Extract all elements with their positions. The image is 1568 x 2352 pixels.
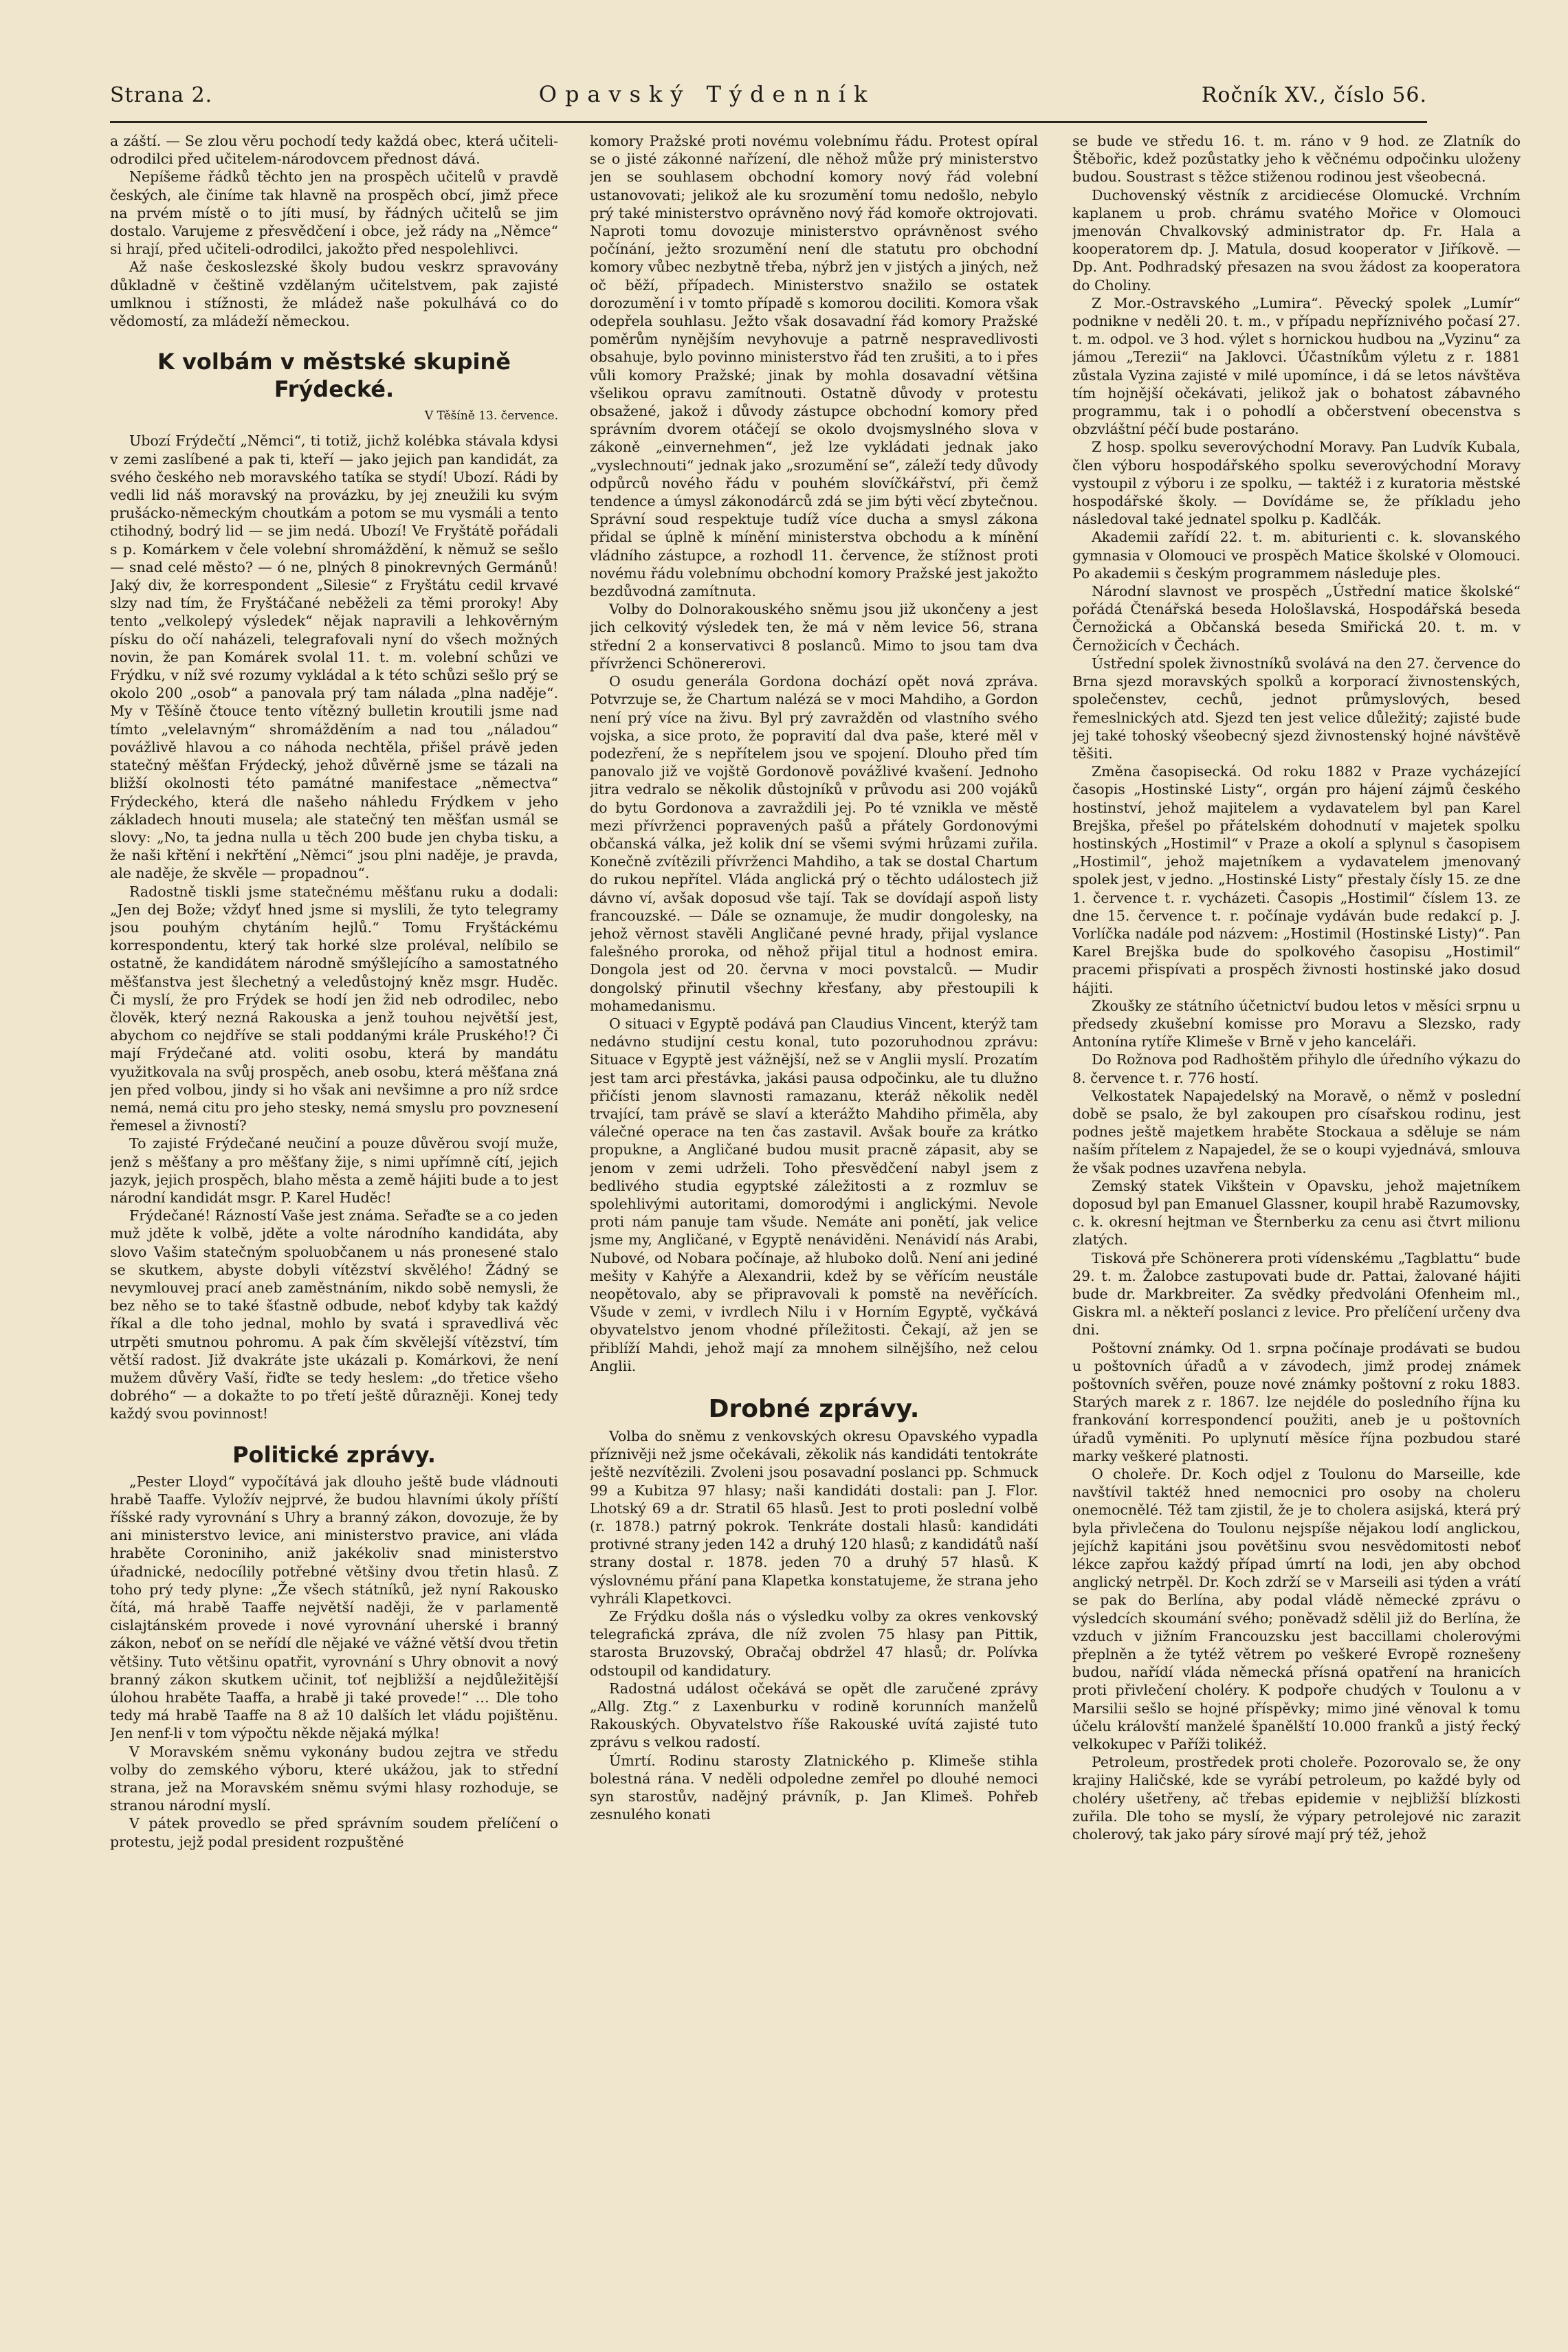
article-text: O osudu generála Gordona dochází opět nová zpráva. Potvrzuje se, že Chartum nalézá se v moci Mahdiho, a Gordon není prý více na živu. Byl prý zavražděn od vlastního svého vojska, a sice proto, že popravití dal dva paše, které měl v podezření, že s nepřítelem jsou ve spojení. Dlouho před tím panovalo již ve vojště Gordonově povážlivé kvašení. Jednoho jitra vedralo se několik důstojníků v průvodu asi 200 vojáků do bytu Gordonova a zavraždili jej. Po té vznikla ve městě mezi přívrženci popravených pašů a přátely Gordonovými občanská válka, jež kolik dní se všemi svými hrůzami zuřila. Konečně zvítězili přívrženci Mahdiho, a tak se dostal Chartum do rukou nepřítel. Vláda anglická prý o těchto událostech již dávno ví, avšak doposud vše tají. Tak se dovídají aspoň listy francouzské. — Dále se oznamuje, že mudir dongolesky, na jehož věrnost stavěli Angličané pevné hrady, přijal vyslance falešného proroka, od něhož přijal titul a hodnost emira. Dongola jest od 20. června v moci povstalců. — Mudir dongolský přinutil všechny křesťany, aby přestoupili k mohamedanismu. xyxy=(590,673,1038,1014)
article-text: Petroleum, prostředek proti choleře. Pozorovalo se, že ony krajiny Haličské, kde se vyrábí petroleum, po každé byly od choléry ušetřeny, ač třebas epidemie v nejbližší blízkosti zuřila. Dle toho se myslí, že výpary petrolejové nic zarazit cholerový, tak jako páry sírové mají prý též, jehož xyxy=(1072,1754,1521,1843)
article-text: Akademii zařídí 22. t. m. abiturienti c. k. slovanského gymnasia v Olomouci ve prospěch Matice školské v Olomouci. Po akademii s českým programmem následuje ples. xyxy=(1072,529,1521,582)
column-2 xyxy=(590,132,1038,2318)
column-1 xyxy=(110,132,558,2318)
article-text: Do Rožnova pod Radhoštěm přihylo dle úředního výkazu do 8. července t. r. 776 hostí. xyxy=(1072,1051,1521,1086)
article-text: Z hosp. spolku severovýchodní Moravy. Pan Ludvík Kubala, člen výboru hospodářského spolku severovýchodní Moravy vystoupil z výboru i ze spolku, — taktéž i z kuratoria městské hospodářské školy. — Dovídáme se, že příkladu jeho následoval také jednatel spolku p. Kadlčák. xyxy=(1072,439,1521,528)
article-text: Z Mor.-Ostravského „Lumira“. Pěvecký spolek „Lumír“ podnikne v neděli 20. t. m., v případu nepříznivého počasí 27. t. m. odpol. ve 3 hod. výlet s hornickou hudbou na „Vyzinu“ za jámou „Terezii“ na Jaklovci. Účastníkům výletu z r. 1881 zůstala Vyzina zajisté v milé upomínce, i dá se letos návštěva tím hojnější očekávati, jelikož jak o bohatost zábavného programmu, tak i o pohodlí a občerstvení obecenstva s obzvláštní péčí bude postaráno. xyxy=(1072,294,1521,438)
headline-drobne: Drobné zprávy. xyxy=(708,1395,920,1424)
article-text: Tisková pře Schönerera proti vídenskému „Tagblattu“ bude 29. t. m. Žalobce zastupovati bude dr. Pattai, žalované hájiti bude dr. Markbreiter. Za svědky předvoláni Ofenheim ml., Giskra ml. a někteří poslanci z levice. Pro přelíčení určeny dva dni. xyxy=(1072,1249,1521,1339)
article-text: Zkoušky ze státního účetnictví budou letos v měsíci srpnu u předsedy zkušební komisse pro Moravu a Slezsko, rady Antonína rytíře Klimeše v Brně v jeho kanceláři. xyxy=(1072,997,1521,1051)
masthead: Opavský Týdenník xyxy=(538,81,876,107)
article-text: Velkostatek Napajedelský na Moravě, o němž v poslední době se psalo, že byl zakoupen pro císařskou rodinu, jest podnes ještě majetkem hraběte Stockaua a sděluje se nám naším přítelem z Napajedel, že se o koupi vyjednává, smlouva že však podnes uzavřena nebyla. xyxy=(1072,1087,1521,1176)
headline-volby: K volbám v městské skupině Frýdecké. xyxy=(157,349,511,403)
article-text: Radostně tiskli jsme statečnému měšťanu ruku a dodali: „Jen dej Bože; vždyť hned jsme si myslili, že tyto telegramy jsou pouhým chytáním hejlů.“ Tomu Fryštáckému korrespondentu, který tak horké slze proléval, nelíbilo se ostatně, že kandidátem národně smýšlejícího a samostatného měšťanstva jest šlechetný a veledůstojný kněz msgr. Huděc. Či myslí, že pro Frýdek se hodí jen žid neb odrodilec, nebo člověk, který nezná Rakouska a jenž touhou největší jest, abychom co nejdříve se stali poddanými krále Pruského!? Či mají Frýdečané atd. voliti osobu, která by mandátu využitkovala na svůj prospěch, aneb osobu, která měšťana zná jen před volbou, jindy si ho však ani nevšimne a pro níž srdce nemá, nemá citu pro jeho stesky, nemá smyslu pro povznesení řemesel a živností? xyxy=(110,883,558,1134)
article-text: V Moravském sněmu vykonány budou zejtra ve středu volby do zemského výboru, které ukážou, jak to střední strana, jež na Moravském sněmu svými hlasy rozhoduje, se stranou národní myslí. xyxy=(110,1743,558,1814)
header-rule xyxy=(110,121,1427,123)
headline-politicke: Politické zprávy. xyxy=(232,1441,436,1468)
article-text: Duchovenský věstník z arcidiecése Olomucké. Vrchním kaplanem u prob. chrámu svatého Mořice v Olomouci jmenován Chvalkovský administrator dp. Fr. Hala a kooperatorem dp. J. Matula, dosud kooperator v Jiříkově. — Dp. Ant. Podhradský přesazen na svou žádost za kooperatora do Choliny. xyxy=(1072,186,1521,294)
column-3 xyxy=(1072,132,1521,2318)
article-text: O choleře. Dr. Koch odjel z Toulonu do Marseille, kde navštívil taktéž hned nemocnici pro osoby na choleru onemocnělé. Též tam zjistil, že je to cholera asijská, která prý byla přivlečena do Toulonu nejspíše nějakou lodí anglickou, jejíchž kapitáni jsou povětšinu svou nesvědomitosti neboť lékce zapřou každý případ úmrtí na lodi, jen aby obchod anglický netrpěl. Dr. Koch zdrží se v Marseili asi týden a vrátí se pak do Berlína, aby podal vládě německé zprávu o výsledcích skoumání svého; poněvadž sdělil již do Berlína, že vzduch v jižním Francouzsku jest baccillami cholerovými přeplněn a že tytéž větrem po veškeré Evropě roznešeny budou, nařídí vláda německá přísná opatření na hranicích proti přivlečení choléry. K podpoře chudých v Toulonu a v Marsilii sešlo se hojné příspěvky; mimo jiné věnoval k tomu účelu královští manželé španělští 10.000 franků a jistý řecký velkokupec v Paříži tolikéž. xyxy=(1072,1466,1521,1753)
article-text: V pátek provedlo se před správním soudem přelíčení o protestu, jejž podal president rozpuštěné xyxy=(110,1815,558,1850)
article-text: Ze Frýdku došla nás o výsledku volby za okres venkovský telegrafická zpráva, dle níž zvolen 75 hlasy pan Pittik, starosta Bruzovský, Obračaj obdržel 47 hlasů; dr. Polívka odstoupil od kandidatury. xyxy=(590,1608,1038,1679)
article-text: a záští. — Se zlou věru pochodí tedy každá obec, která učiteli-odrodilci před učitelem-národovcem přednost dává. xyxy=(110,133,558,168)
article-text: Ubozí Frýdečtí „Němci“, ti totiž, jichž kolébka stávala kdysi v zemi zaslíbené a pak ti, kteří — jako jejich pan kandidát, za svého českého neb moravského tatíka se stydí! Ubozí. Rádi by vedli lid náš moravský na provázku, by jej zneužili ku svým prušácko-německým choutkám a potom se mu vysmáli a tento ctihodný, bodrý lid — se jim nedá. Ubozí! Ve Fryštátě pořádali s p. Komárkem v čele volební shromáždění, k němuž se sešlo — snad celé město? — ó ne, plných 8 pinokrevných Germánů! Jaký div, že korrespondent „Silesie“ z Fryštátu cedil krvavé slzy nad tím, že Fryštáčané neběželi za těmi proroky! Aby tento „velkolepý výsledek“ nějak napravili a lehkověrným písku do očí naházeli, telegrafovali nyní do všech možných novin, že pan Komárek svolal 11. t. m. volební schůzi ve Frýdku, v níž své rozumy vykládal a k této schůzi sešlo prý se okolo 200 „osob“ a panovala prý tam nálada „plna naděje“. My v Těšíně čtouce tento vítězný bulletin kroutili jsme nad tímto „velelavným“ shromážděním a nad tou „náladou“ povážlivě hlavou a co náhoda nechtěla, přišel právě jeden statečný měšťan Frýdecký, jehož důvěrně jsme se tázali na bližší okolnosti této památné manifestace „němectva“ Frýdeckého, která dle našeho náhledu Frýdkem v jeho základech hnouti musela; ale statečný ten měšťan usmál se slovy: „No, ta jedna nulla u těch 200 bude jen chyba tisku, a že naši křtění i nekřtění „Němci“ jsou plni naděje, je pravda, ale naděje, že skvěle — propadnou“. xyxy=(110,432,558,882)
article-text: Národní slavnost ve prospěch „Ústřední matice školské“ pořádá Čtenářská beseda Hološlavská, Hospodářská beseda Černožická a Občanská beseda Smiřická 20. t. m. v Černožicích v Čechách. xyxy=(1072,583,1521,654)
volume-issue: Ročník XV., číslo 56. xyxy=(1201,83,1427,107)
page-header xyxy=(110,81,1427,116)
article-text: Zemský statek Vikštein v Opavsku, jehož majetníkem doposud byl pan Emanuel Glassner, koupil hrabě Razumovsky, c. k. okresní hejtman ve Šternberku za cenu asi čtvrt milionu zlatých. xyxy=(1072,1177,1521,1249)
article-text: Nepíšeme řádků těchto jen na prospěch učitelů v pravdě českých, ale činíme tak hlavně na prospěch obcí, jimž přece na prvém místě o to jíti musí, by řádných učitelů se jim dostalo. Varujeme z přesvědčení i obce, jež rády na „Němce“ si hrají, před učiteli-odrodilci, jakožto před nespolehlivci. xyxy=(110,168,558,258)
article-text: Volba do sněmu z venkovských okresu Opavského vypadla příznivěji než jsme očekávali, zěkolik nás kandidáti tentokráte ještě nezvítězili. Zvoleni jsou posavadní poslanci pp. Schmuck 99 a Kubitza 97 hlasy; naši kandidáti dostali: pan J. Flor. Lhotský 69 a dr. Stratil 65 hlasů. Jest to proti poslední volbě (r. 1878.) patrný pokrok. Tenkráte dostali hlasů: kandidáti protivné strany jeden 142 a druhý 120 hlasů; z kandidátů naší strany dostal r. 1878. jeden 70 a druhý 57 hlasů. K výslovnému přání pana Klapetka konstatujeme, že strana jeho vyhráli Klapetkovci. xyxy=(590,1428,1038,1607)
article-text: komory Pražské proti novému volebnímu řádu. Protest opíral se o jisté zákonné nařízení, dle něhož může prý ministerstvo jen se souhlasem obchodní komory nový řád volební ustanovovati; jelikož ale ku srozumění tomu nedošlo, nebylo prý také ministerstvo oprávněno nový řád komoře oktrojovati. Naproti tomu dovozuje ministerstvo oprávněnost svého počínání, ježto srozumění není dle statutu pro obchodní komory vůbec nezbytně třeba, nýbrž jen v jistých a jiných, než oč běží, případech. Ministerstvo snažilo se ostatek dorozumění i v tomto případě s komorou dociliti. Komora však odepřela souhlasu. Ježto však dosavadní řád komory Pražské poměrům nynějším nevyhovuje a patrně nespravedlivosti obsahuje, bylo povinno ministerstvo řád ten zrušiti, a to i přes vůli komory Pražské; jinak by mohla dosavadní většina všelikou opravu zamítnouti. Ostatně důvody v protestu obsažené, jakož i důvody zástupce obchodní komory před správním dvorem otáčejí se okolo dvojsmyslného slova v zákoně „einvernehmen“, jež lze vykládati jednak jako „vyslechnouti“ jednak jako „srozumění se“, záleží tedy důvody odpůrců nového řádu v pouhém slovíčkářství, při čemž tendence a úmysl zákonodárců zdá se jim býti věcí zbytečnou. Správní soud respektuje tudíž více ducha a smysl zákona přidal se úplně k mínění ministerstva obchodu a k mínění vládního zástupce, a rozhodl 11. července, že stížnost proti novému řádu volebnímu obchodní komory Pražské jest jakožto bezdůvodná zamítnuta. xyxy=(590,133,1038,600)
article-text: Až naše českoslezské školy budou veskrz spravovány důkladně v češtině vzdělaným učitelstvem, pak zajisté umlknou i stížnosti, že mládež naše pokulhává co do vědomostí, za mládeží německou. xyxy=(110,259,558,330)
article-text: Volby do Dolnorakouského sněmu jsou již ukončeny a jest jich celkovitý výsledek ten, že má v něm levice 56, strana střední 2 a konservativci 8 poslanců. Mimo to jsou tam dva přívrženci Schönererovi. xyxy=(590,601,1038,672)
article-text: „Pester Lloyd“ vypočítává jak dlouho ještě bude vládnouti hrabě Taaffe. Vyložív nejprvé, že budou hlavními úkoly příští říšské rady vyrovnání s Uhry a branný zákon, dovozuje, že by ani ministerstvo levice, ani ministerstvo pravice, ani vláda hraběte Coroniniho, aniž jakékoliv snad ministerstvo úřadnické, nedocílily potřebné většiny dvou třetin hlasů. Z toho prý tedy plyne: „Že všech státníků, jež nyní Rakousko čítá, má hrabě Taaffe největší naději, že v parlamentě cislajtánském provede i nové vyrovnání uherské i branný zákon, neboť on se neřídí dle nějaké ve vážné větší dvou třetin většiny. Tuto většinu opatřit, vyrovnání s Uhry obnovit a nový branný zákon skutkem učinit, toť nejbližší a nejdůležitější úlohou hraběte Taaffa, a hrabě ji také provede!“ … Dle toho tedy má hrabě Taaffe na 8 až 10 dalších let vládu pojištěnu. Jen nenf-li v tom výpočtu někde nějaká mýlka! xyxy=(110,1473,558,1742)
dateline: V Těšíně 13. července. xyxy=(424,409,558,424)
article-text: To zajisté Frýdečané neučiní a pouze důvěrou svojí muže, jenž s měšťany a pro měšťany žije, s nimi upřímně cítí, jejich jazyk, jejich prospěch, blaho města a země hájiti bude a to jest národní kandidát msgr. P. Karel Huděc! xyxy=(110,1135,558,1206)
article-text: Frýdečané! Rázností Vaše jest známa. Seřaďte se a co jeden muž jděte k volbě, jděte a volte národního kandidáta, aby slovo Vašim statečným spoluobčanem u nás pronesené stalo se skutkem, abyste dobyli vítězství skvělého! Žádný se nevymlouvej prací aneb zaměstnáním, nikdo sobě nemysli, že bez něho se to také šťastně odbude, neboť kdyby tak každý říkal a dle toho jednal, mohlo by svatá i spravedlivá věc utrpěti smutnou pohromu. A pak čím skvělejší vítězství, tím větší radost. Již dvakráte jste ukázali p. Komárkovi, že není mužem důvěry Vaší, řiďte se tedy heslem: „do třetice všeho dobrého“ — a dokažte to po třetí ještě důrazněji. Konej tedy každý svou povinnost! xyxy=(110,1207,558,1422)
article-text: Změna časopisecká. Od roku 1882 v Praze vycházející časopis „Hostinské Listy“, orgán pro hájení zájmů českého hostinství, jehož majitelem a vydavatelem byl pan Karel Brejška, přešel po přátelském dohodnutí v majetek spolku hostinských „Hostimil“ v Praze a okolí a splynul s časopisem „Hostimil“, jehož majetníkem a vydavatelem jmenovaný spolek jest, v jedno. „Hostinské Listy“ přestaly čísly 15. ze dne 1. července t. r. vycházeti. Časopis „Hostimil“ číslem 13. ze dne 15. července t. r. počínaje vydáván bude redakcí p. J. Vorlíčka nadále pod názvem: „Hostimil (Hostinské Listy)“. Pan Karel Brejška bude do spolkového časopisu „Hostimil“ pracemi přispívati a prospěch živnosti hostinské jako dosud hájiti. xyxy=(1072,763,1521,996)
article-text: se bude ve středu 16. t. m. ráno v 9 hod. ze Zlatník do Štěbořic, kdež pozůstatky jeho k věčnému odpočinku uloženy budou. Soustrast s těžce stiženou rodinou jest všeobecná. xyxy=(1072,133,1521,186)
article-text: Poštovní známky. Od 1. srpna počínaje prodávati se budou u poštovních úřadů a v závodech, jimž prodej známek poštovních svěřen, pouze nové známky poštovní z roku 1883. Starých marek z r. 1867. lze nejdéle do posledního října ku frankování korrespondencí použiti, aneb je u poštovních úřadů vyměniti. Po uplynutí měsíce října pozbudou staré marky veškeré platnosti. xyxy=(1072,1339,1521,1464)
article-text: Radostná událost očekává se opět dle zaručené zprávy „Allg. Ztg.“ z Laxenburku v rodině korunních manželů Rakouských. Obyvatelstvo říše Rakouské uvítá zajisté tuto zprávu s velkou radostí. xyxy=(590,1680,1038,1751)
page-label: Strana 2. xyxy=(110,83,213,107)
article-text: Ústřední spolek živnostníků svolává na den 27. července do Brna sjezd moravských spolků a korporací živnostenských, společenstev, cechů, jednot průmyslových, besed řemeslnických atd. Sjezd ten jest velice důležitý; zajisté bude jej také tohoský všeobecný sjezd živnostenský hojné návštěvě těšiti. xyxy=(1072,655,1521,762)
article-text: O situaci v Egyptě podává pan Claudius Vincent, kterýž tam nedávno studijní cestu konal, tuto pozoruhodnou zprávu: Situace v Egyptě jest vážnější, než se v Anglii myslí. Prozatím jest tam arci přestávka, jakási pausa odpočinku, ale tu dlužno přičísti jenom slavnosti ramazanu, kteráž několik neděl trvající, tam právě se slaví a kterážto Mahdiho přiměla, aby válečné operace na ten čas zastavil. Avšak bouře za krátko propukne, a Angličané budou musit pracně zápasit, aby se jenom v zemi udrželi. Toho přesvědčení nabyl jsem z bedlivého studia egyptské záležitosti a z rozmluv se spolehlivými autoritami, domorodými i anglickými. Nevole proti nám panuje tam všude. Nemáte ani ponětí, jak velice jsme my, Angličané, v Egyptě nenáviděni. Nenávidí nás Arabi, Nubové, od Nobara počínaje, až hluboko dolů. Není ani jediné mešity v Kahýře a Alexandrii, kdež by se věřícím neustále neopětovalo, aby se připravovali k pomstě na nevěřících. Všude v zemi, v ivrdlech Nilu i v Horním Egyptě, vyčkává obyvatelstvo jenom vhodné příležitosti. Čekají, až jen se přiblíží Mahdi, jehož mají za mnohem silnějšího, než celou Anglii. xyxy=(590,1015,1038,1374)
article-text: Úmrtí. Rodinu starosty Zlatnického p. Klimeše stihla bolestná rána. V neděli odpoledne zemřel po dlouhé nemoci syn starostův, nadějný právník, p. Jan Klimeš. Pohřeb zesnulého konati xyxy=(590,1752,1038,1823)
